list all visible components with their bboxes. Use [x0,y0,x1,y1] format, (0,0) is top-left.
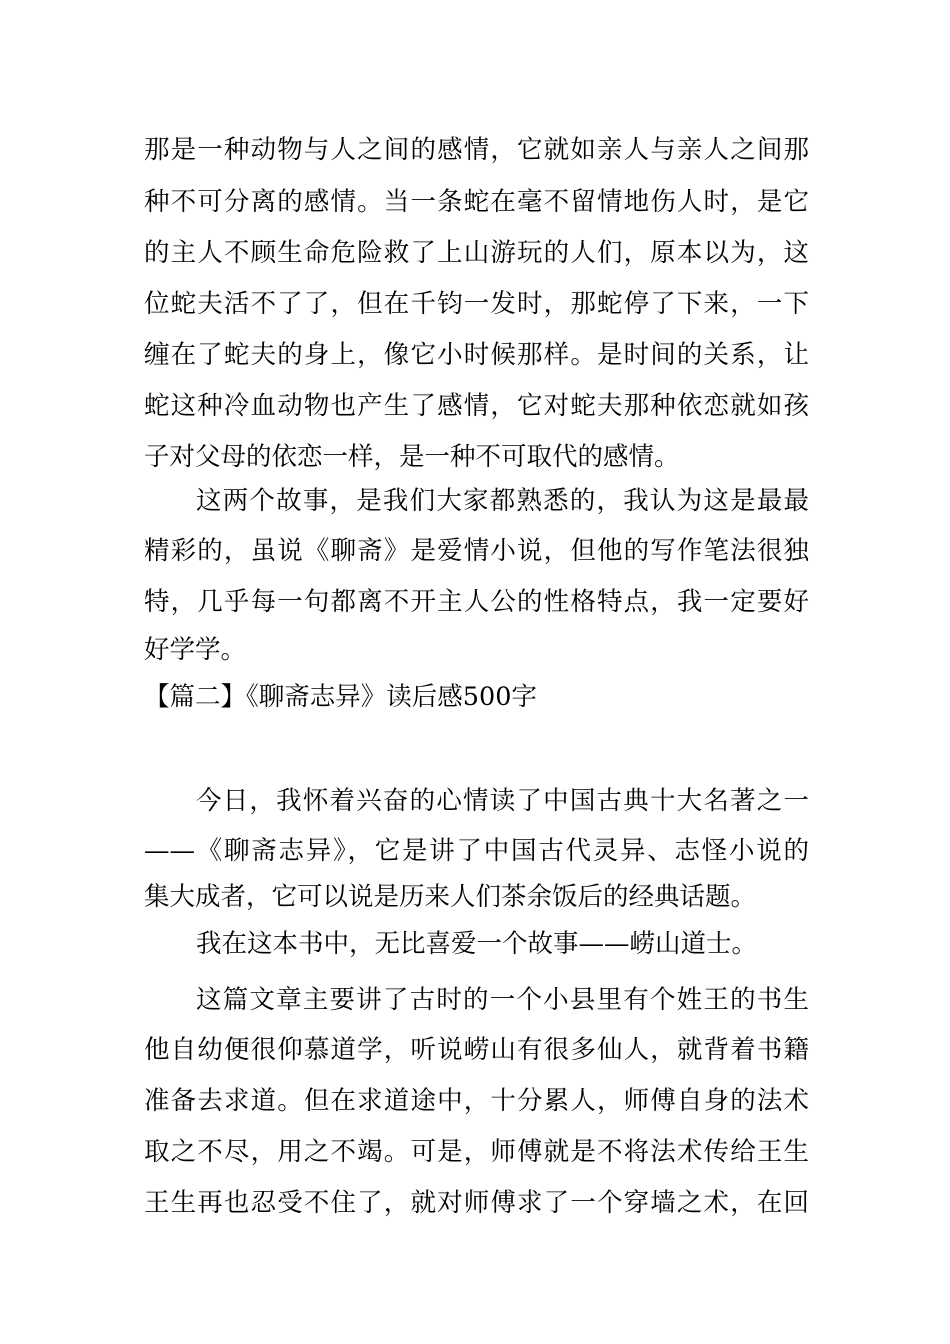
text-line: 好学学。 [144,635,247,665]
text-line: 种不可分离的感情。当一条蛇在毫不留情地伤人时，是它 [144,187,809,217]
text-line: 取之不尽，用之不竭。可是，师傅就是不将法术传给王生 [144,1137,809,1167]
text-line: 蛇这种冷血动物也产生了感情，它对蛇夫那种依恋就如孩 [144,391,809,421]
text-line: 位蛇夫活不了了，但在千钧一发时，那蛇停了下来，一下 [144,289,809,319]
text-line: 今日，我怀着兴奋的心情读了中国古典十大名著之一 [196,786,809,816]
text-line: ——《聊斋志异》，它是讲了中国古代灵异、志怪小说的 [144,836,809,866]
text-line: 子对父母的依恋一样，是一种不可取代的感情。 [144,442,680,472]
text-line: 特，几乎每一句都离不开主人公的性格特点，我一定要好 [144,587,809,617]
text-line: 王生再也忍受不住了，就对师傅求了一个穿墙之术，在回 [144,1188,809,1218]
text-line: 我在这本书中，无比喜爱一个故事——崂山道士。 [196,929,758,959]
text-line: 准备去求道。但在求道途中，十分累人，师傅自身的法术 [144,1086,809,1116]
text-line: 这两个故事，是我们大家都熟悉的，我认为这是最最 [196,486,809,516]
text-line: 这篇文章主要讲了古时的一个小县里有个姓王的书生 [196,985,809,1015]
text-line: 他自幼便很仰慕道学，听说崂山有很多仙人，就背着书籍 [144,1035,809,1065]
section-heading: 【篇二】《聊斋志异》读后感500字 [144,682,537,712]
text-line: 的主人不顾生命危险救了上山游玩的人们，原本以为，这 [144,238,809,268]
text-line: 缠在了蛇夫的身上，像它小时候那样。是时间的关系，让 [144,340,809,370]
text-line: 那是一种动物与人之间的感情，它就如亲人与亲人之间那 [144,135,809,165]
text-line: 精彩的，虽说《聊斋》是爱情小说，但他的写作笔法很独 [144,536,809,566]
text-line: 集大成者，它可以说是历来人们茶余饭后的经典话题。 [144,882,757,912]
